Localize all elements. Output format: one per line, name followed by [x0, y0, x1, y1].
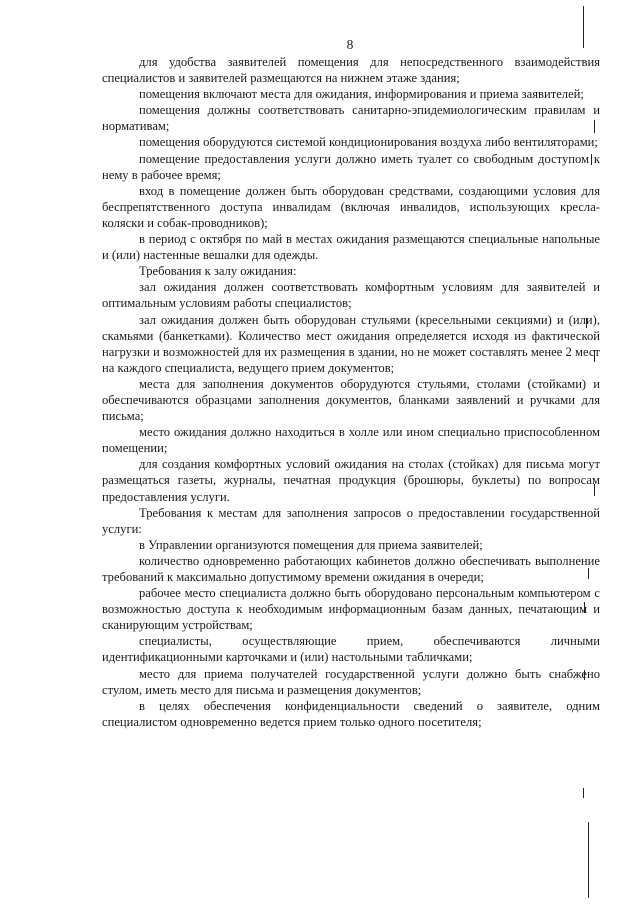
- paragraph: вход в помещение должен быть оборудован средствами, создающими условия для беспрепятственного доступа инвалидам (включая инвалидов, использующих кресла-коляски и собак-проводников);: [102, 183, 600, 230]
- section-heading: Требования к залу ожидания:: [139, 264, 297, 279]
- paragraph: помещение предоставления услуги должно иметь туалет со свободным доступом к нему в рабочее время;: [102, 151, 600, 182]
- paragraph: помещения должны соответствовать санитарно-эпидемиологическим правилам и нормативам;: [102, 103, 600, 134]
- paragraph: зал ожидания должен быть оборудован стульями (кресельными секциями) и (или), скамьями (банкетками). Количество мест ожидания определяется исходя из фактической нагрузки и возможностей для их размещения в здании, но не может составлять менее 2 мест на каждого специалиста, ведущего прием документов;: [102, 312, 600, 375]
- scan-margin-line: [588, 822, 589, 898]
- paragraph: рабочее место специалиста должно быть оборудовано персональным компьютером с возможностью доступа к необходимым информационным базам данных, печатающим и сканирующим устройствам;: [102, 586, 600, 633]
- scan-margin-line: [583, 788, 584, 798]
- paragraph: для удобства заявителей помещения для непосредственного взаимодействия специалистов и заявителей размещаются на нижнем этаже здания;: [102, 55, 600, 86]
- paragraph: специалисты, осуществляющие прием, обеспечиваются личными идентификационными карточками и (или) настольными табличками;: [102, 634, 600, 665]
- paragraph: для создания комфортных условий ожидания на столах (стойках) для письма могут размещаться газеты, журналы, печатная продукция (брошюры, буклеты) по вопросам предоставления услуги.: [102, 457, 600, 504]
- paragraph: места для заполнения документов оборудуются стульями, столами (стойками) и обеспечиваются образцами заполнения документов, бланками заявлений и ручками для письма;: [102, 376, 600, 424]
- paragraph: в Управлении организуются помещения для приема заявителей;: [139, 537, 483, 552]
- paragraph: помещения оборудуются системой кондиционирования воздуха либо вентиляторами;: [139, 135, 598, 150]
- paragraph: количество одновременно работающих кабинетов должно обеспечивать выполнение требований к максимально допустимому времени ожидания в очереди;: [102, 553, 600, 584]
- paragraph: место ожидания должно находиться в холле или ином специально приспособленном помещении;: [102, 425, 600, 456]
- document-body: [102, 54, 600, 730]
- page-number: 8: [346, 37, 354, 52]
- paragraph: в период с октября по май в местах ожидания размещаются специальные напольные и (или) настенные вешалки для одежды.: [102, 232, 600, 263]
- paragraph: в целях обеспечения конфиденциальности сведений о заявителе, одним специалистом одновременно ведется прием только одного посетителя;: [102, 698, 600, 729]
- section-heading: Требования к местам для заполнения запросов о предоставлении государственной услуги:: [102, 505, 600, 536]
- paragraph: помещения включают места для ожидания, информирования и приема заявителей;: [139, 87, 584, 102]
- paragraph: место для приема получателей государственной услуги должно быть снабжено стулом, иметь место для письма и размещения документов;: [102, 666, 600, 697]
- paragraph: зал ожидания должен соответствовать комфортным условиям для заявителей и оптимальным условиям работы специалистов;: [102, 280, 600, 311]
